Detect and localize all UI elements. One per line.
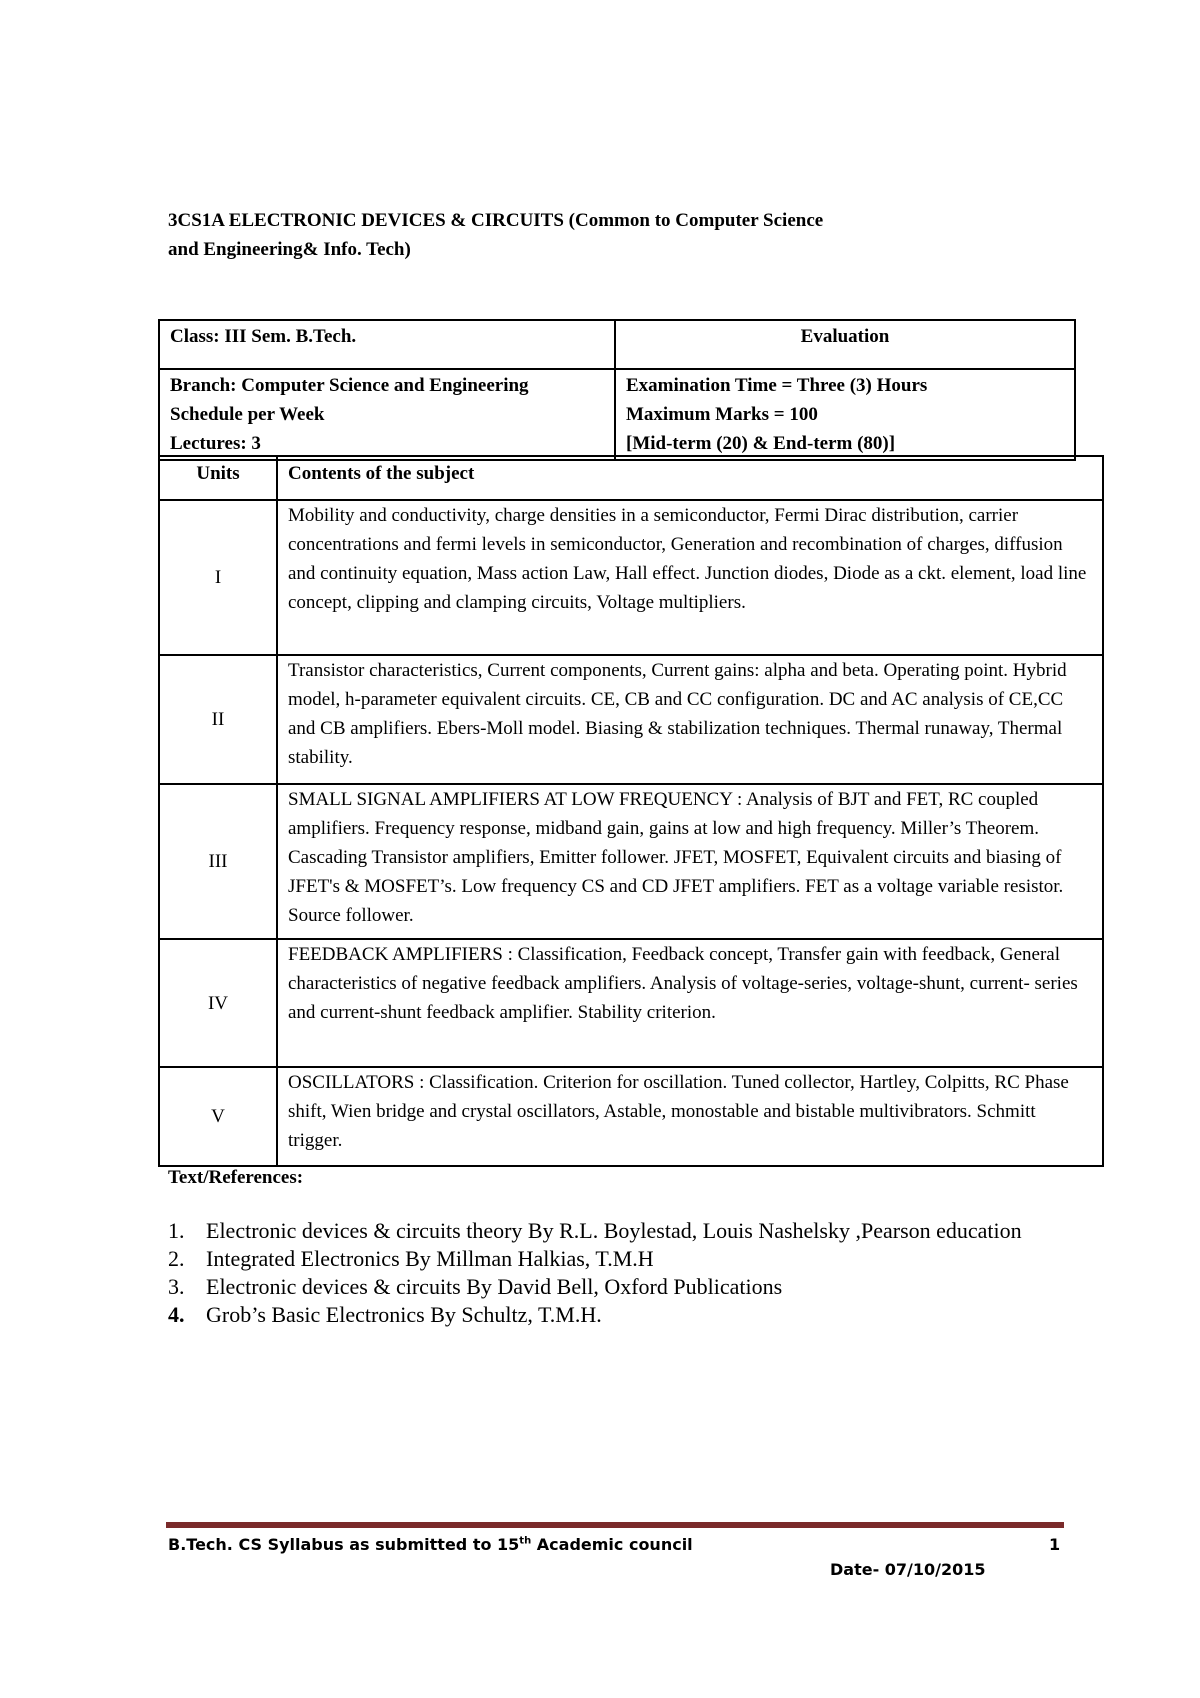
footer-text-start: B.Tech. CS Syllabus as submitted to 15 xyxy=(168,1535,520,1554)
unit-content: Mobility and conductivity, charge densities in a semiconductor, Fermi Dirac distribution, carrier concentrations and fermi levels in semiconductor, Generation and recombination of charges, diffusion and continuity equation, Mass action Law, Hall effect. Junction diodes, Diode as a ckt. element, load line concept, clipping and clamping circuits, Voltage multipliers. xyxy=(277,500,1103,655)
reference-text: Integrated Electronics By Millman Halkias, T.M.H xyxy=(206,1246,654,1271)
unit-number: I xyxy=(159,500,277,655)
unit-content: Transistor characteristics, Current components, Current gains: alpha and beta. Operating point. Hybrid model, h-parameter equivalent circuits. CE, CB and CC configuration. DC and AC analysis of CE,CC and CB amplifiers. Ebers-Moll model. Biasing & stabilization techniques. Thermal runaway, Thermal stability. xyxy=(277,655,1103,784)
title-line-2: and Engineering& Info. Tech) xyxy=(168,239,411,260)
evaluation-label: Evaluation xyxy=(800,326,890,347)
footer-text-end: Academic council xyxy=(531,1535,693,1554)
lectures-label: Lectures: 3 xyxy=(170,433,261,454)
evaluation-cell xyxy=(615,320,1075,369)
header-contents xyxy=(277,456,1103,500)
reference-number: 4. xyxy=(168,1302,185,1327)
references-title: Text/References: xyxy=(168,1167,304,1188)
reference-text: Electronic devices & circuits theory By R.L. Boylestad, Louis Nashelsky ,Pearson education xyxy=(206,1218,1022,1243)
table-row xyxy=(159,1067,1103,1166)
exam-cell xyxy=(615,369,1075,460)
unit-number: II xyxy=(159,655,277,784)
unit-content: FEEDBACK AMPLIFIERS : Classification, Feedback concept, Transfer gain with feedback, General characteristics of negative feedback amplifiers. Analysis of voltage-series, voltage-shunt, current- series and current-shunt feedback amplifier. Stability criterion. xyxy=(277,939,1103,1067)
class-label: Class: III Sem. B.Tech. xyxy=(170,326,357,347)
table-row xyxy=(159,939,1103,1067)
units-table xyxy=(158,455,1104,1167)
units-table-header xyxy=(159,456,1103,500)
title-line-1: 3CS1A ELECTRONIC DEVICES & CIRCUITS (Common to Computer Science xyxy=(168,210,824,231)
header-units-text: Units xyxy=(196,463,240,484)
header-units xyxy=(159,456,277,500)
unit-content: SMALL SIGNAL AMPLIFIERS AT LOW FREQUENCY : Analysis of BJT and FET, RC coupled amplifiers. Frequency response, midband gain, gains at low and high frequency. Miller’s Theorem. Cascading Transistor amplifiers, Emitter follower. JFET, MOSFET, Equivalent circuits and biasing of JFET's & MOSFET’s. Low frequency CS and CD JFET amplifiers. FET as a voltage variable resistor. Source follower. xyxy=(277,784,1103,939)
exam-time: Examination Time = Three (3) Hours xyxy=(626,375,928,396)
marks-split: [Mid-term (20) & End-term (80)] xyxy=(626,433,896,454)
page-number: 1 xyxy=(1049,1535,1061,1554)
list-item xyxy=(168,1217,1048,1245)
document-title xyxy=(168,206,988,264)
list-item xyxy=(168,1301,1048,1329)
footer-date: Date- 07/10/2015 xyxy=(830,1560,986,1579)
footer-divider xyxy=(166,1522,1064,1528)
reference-number: 3. xyxy=(168,1274,185,1299)
info-table xyxy=(158,319,1076,461)
footer-superscript: th xyxy=(519,1535,532,1547)
schedule-label: Schedule per Week xyxy=(170,404,325,425)
references-list xyxy=(168,1217,1048,1329)
branch-cell xyxy=(159,369,615,460)
table-row xyxy=(159,500,1103,655)
unit-number: V xyxy=(159,1067,277,1166)
reference-text: Grob’s Basic Electronics By Schultz, T.M.H. xyxy=(206,1302,602,1327)
header-contents-text: Contents of the subject xyxy=(288,463,475,484)
class-cell xyxy=(159,320,615,369)
unit-content: OSCILLATORS : Classification. Criterion for oscillation. Tuned collector, Hartley, Colpitts, RC Phase shift, Wien bridge and crystal oscillators, Astable, monostable and bistable multivibrators. Schmitt trigger. xyxy=(277,1067,1103,1166)
table-row xyxy=(159,655,1103,784)
reference-number: 2. xyxy=(168,1246,185,1271)
branch-label: Branch: Computer Science and Engineering xyxy=(170,375,529,396)
unit-number: III xyxy=(159,784,277,939)
max-marks: Maximum Marks = 100 xyxy=(626,404,818,425)
footer-text xyxy=(168,1535,693,1554)
reference-number: 1. xyxy=(168,1218,185,1243)
reference-text: Electronic devices & circuits By David Bell, Oxford Publications xyxy=(206,1274,783,1299)
list-item xyxy=(168,1245,1048,1273)
table-row xyxy=(159,784,1103,939)
unit-number: IV xyxy=(159,939,277,1067)
list-item xyxy=(168,1273,1048,1301)
